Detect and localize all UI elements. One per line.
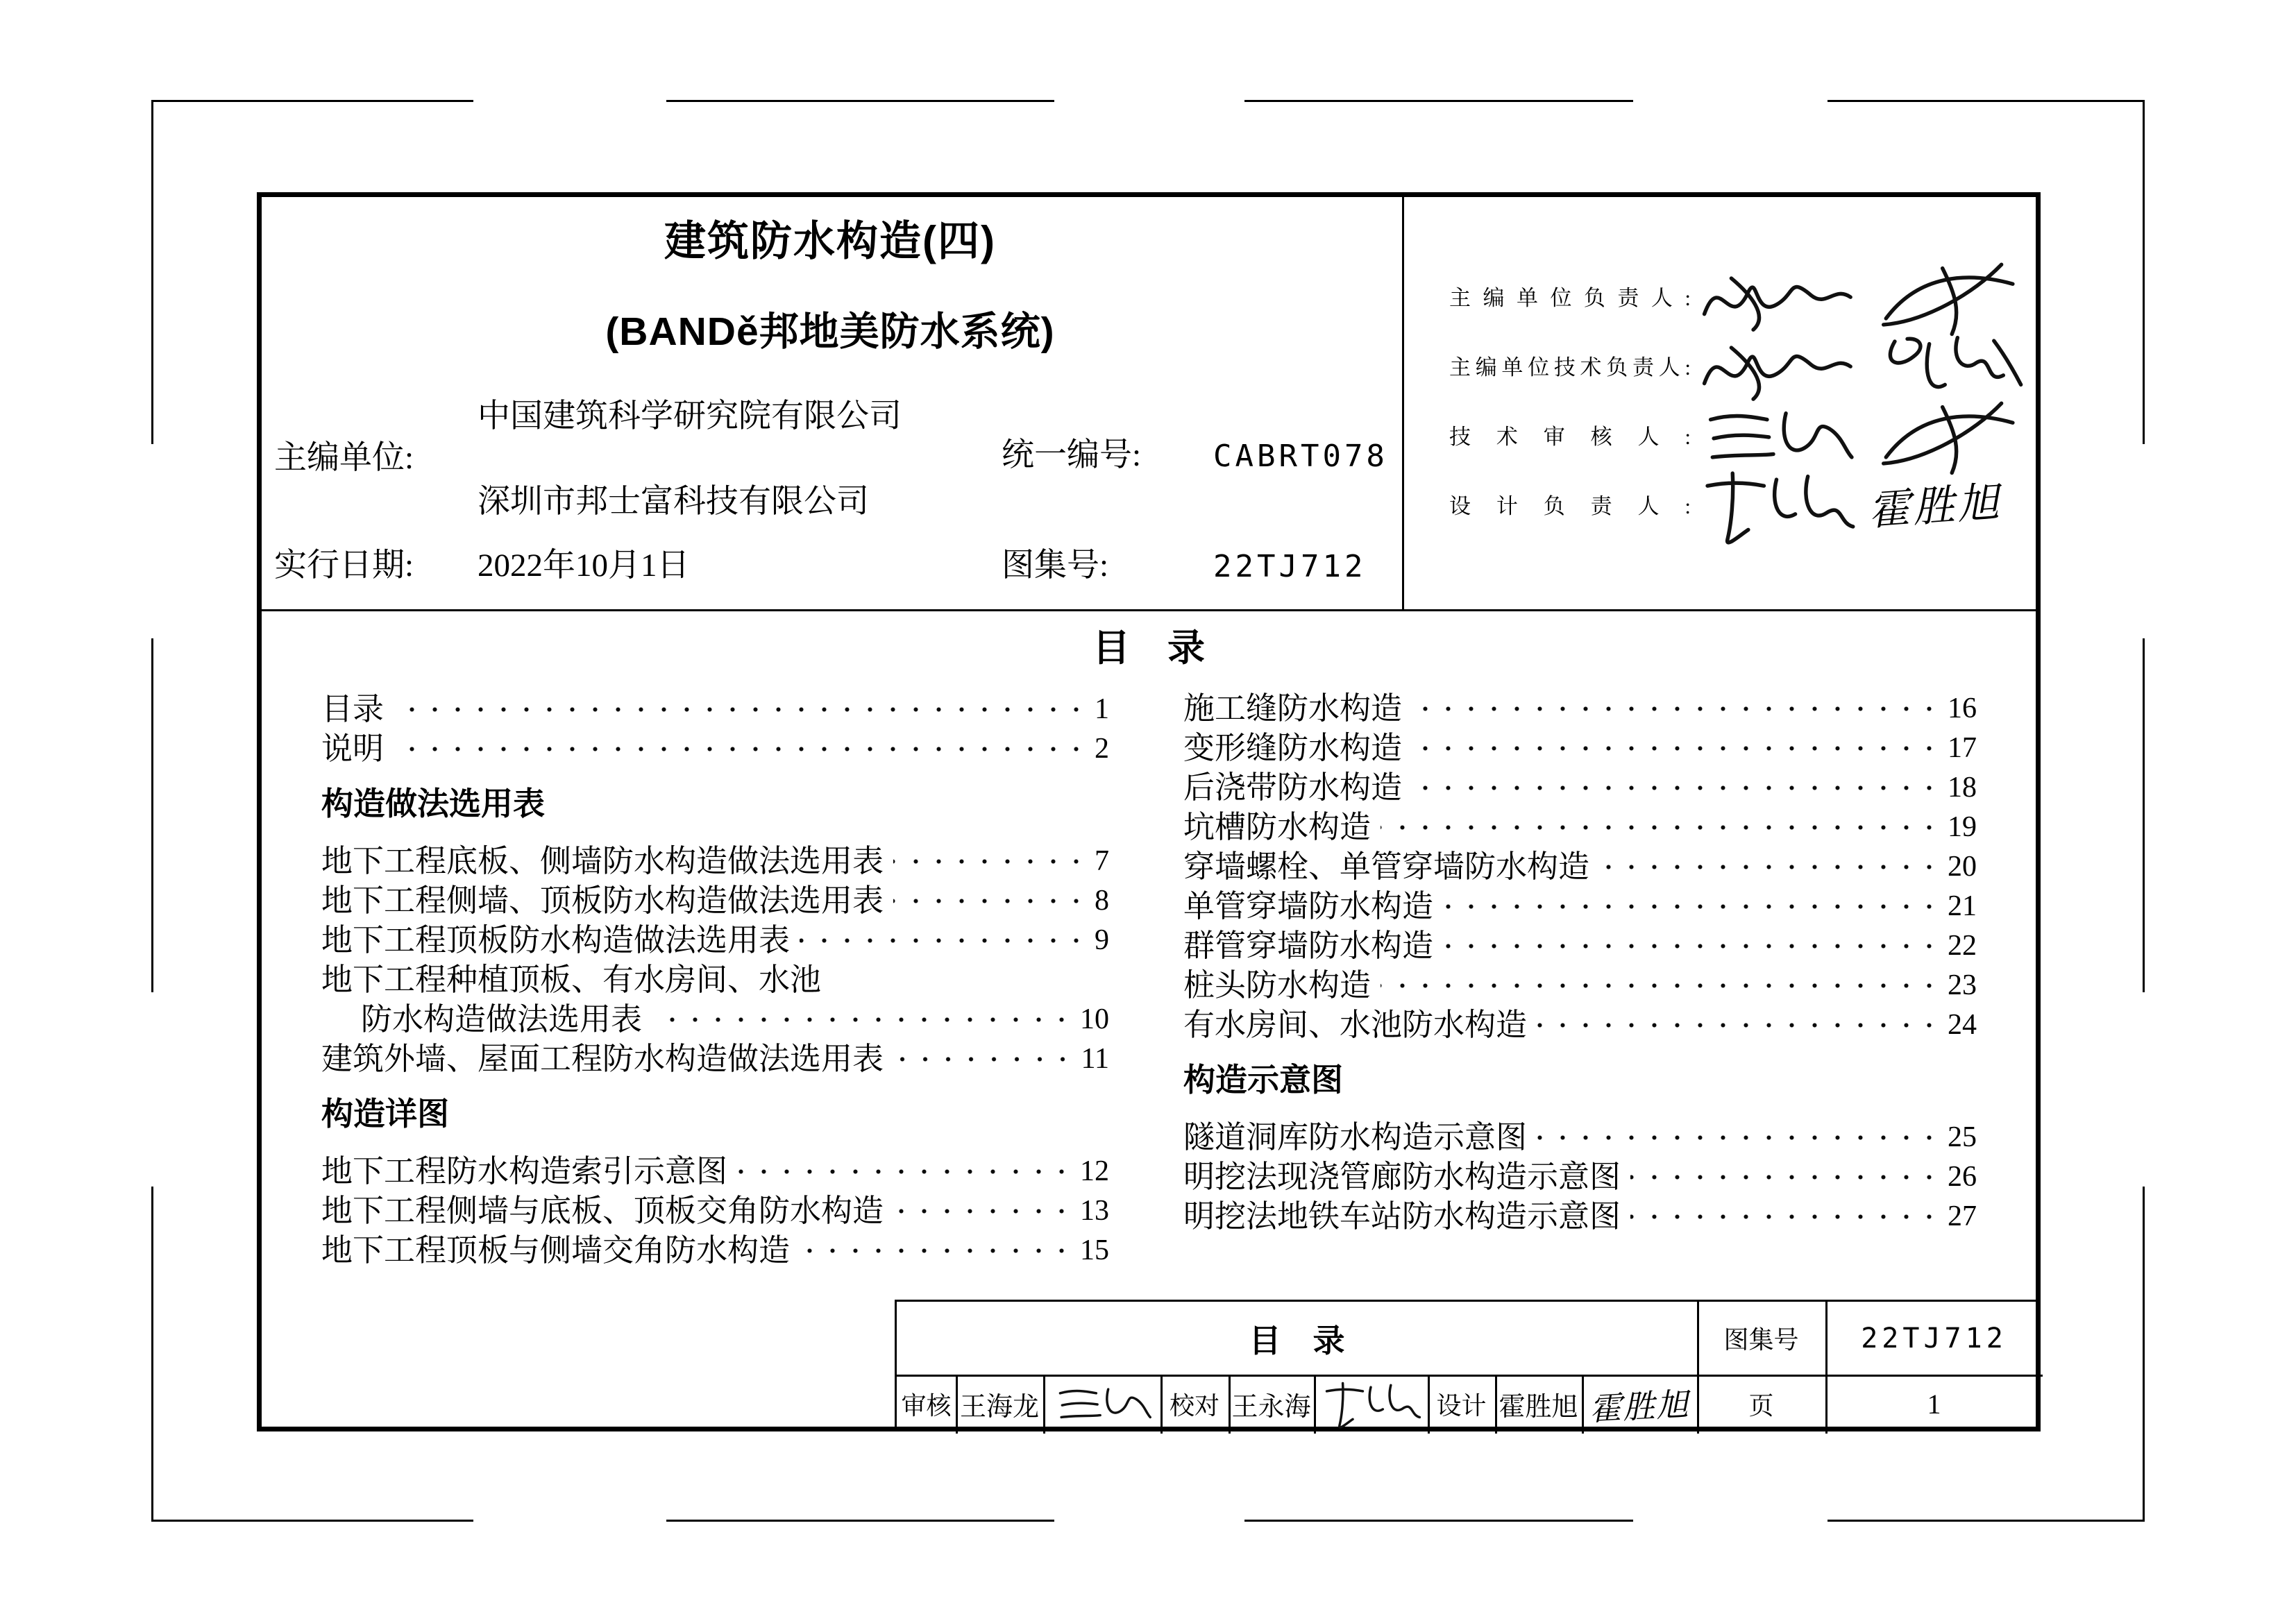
toc-entry-text: 构造做法选用表	[321, 785, 545, 822]
toc-page-number: 24	[1948, 1009, 1977, 1041]
toc-page-number: 15	[1080, 1234, 1109, 1266]
toc-entry	[321, 921, 1109, 960]
unified-number-label: 统一编号:	[1002, 437, 1142, 473]
signature-scribble-icon	[1868, 385, 2032, 489]
dot-leader	[1412, 768, 1941, 808]
toc-entry	[1183, 1157, 1977, 1197]
trim-mark	[151, 100, 153, 444]
toc-entry-text: 坑槽防水构造	[1183, 810, 1371, 844]
signature-row-label: 技术审核人:	[1449, 425, 1691, 449]
toc-entry-text: 变形缝防水构造	[1183, 731, 1403, 765]
trim-mark	[151, 1187, 153, 1522]
footer-page-label: 页	[1748, 1392, 1774, 1420]
toc-page-number: 22	[1948, 930, 1977, 962]
dot-leader	[394, 690, 1088, 729]
trim-mark	[666, 100, 1054, 102]
toc-entry	[321, 690, 1109, 729]
chief-editor-unit-2: 深圳市邦士富科技有限公司	[478, 484, 869, 520]
toc-entry-text: 地下工程顶板防水构造做法选用表	[321, 923, 791, 958]
toc-entry	[1183, 808, 1977, 847]
toc-entry	[1183, 1197, 1977, 1237]
dot-leader	[737, 1152, 1073, 1191]
toc-entry-text: 桩头防水构造	[1183, 968, 1371, 1003]
toc-section-heading	[1183, 1060, 1977, 1100]
toc-entry	[321, 1191, 1109, 1231]
signature-scribble-icon	[1695, 454, 1858, 559]
chief-editor-label: 主编单位:	[274, 440, 414, 476]
toc-page-number: 1	[1095, 693, 1109, 725]
toc-page-number: 11	[1081, 1043, 1109, 1075]
page-subtitle: (BANDě邦地美防水系统)	[605, 309, 1055, 354]
designer-signature: 霍胜旭	[1588, 1386, 1691, 1427]
footer-page-number: 1	[1927, 1388, 1941, 1420]
toc-entry-text: 建筑外墙、屋面工程防水构造做法选用表	[321, 1042, 884, 1076]
toc-entry-text: 构造示意图	[1183, 1062, 1343, 1098]
toc-entry	[321, 1000, 1109, 1039]
toc-entry	[1183, 689, 1977, 729]
toc-page-number: 16	[1948, 692, 1977, 724]
toc-page-number: 12	[1080, 1155, 1109, 1187]
toc-entry	[1183, 966, 1977, 1005]
toc-page-number: 18	[1948, 772, 1977, 804]
toc-entry	[321, 842, 1109, 881]
dot-leader	[1381, 966, 1941, 1005]
toc-entry	[321, 1039, 1109, 1079]
designer-label: 设计	[1436, 1392, 1487, 1420]
signature-handwritten-name: 霍胜旭	[1866, 479, 2004, 534]
toc-entry-text: 明挖法地铁车站防水构造示意图	[1183, 1199, 1621, 1234]
trim-mark	[1244, 1520, 1633, 1522]
toc-entry-text: 地下工程种植顶板、有水房间、水池	[321, 962, 822, 997]
dot-leader	[800, 921, 1088, 960]
signature-row-label: 主编单位负责人:	[1449, 286, 1691, 310]
proofreader-name: 王永海	[1231, 1393, 1311, 1422]
toc-page-number: 19	[1948, 811, 1977, 843]
toc-page-number: 10	[1080, 1003, 1109, 1035]
dot-leader	[1599, 847, 1941, 887]
toc-entry	[1183, 729, 1977, 768]
implement-date-value: 2022年10月1日	[478, 547, 690, 584]
toc-entry-text: 明挖法现浇管廊防水构造示意图	[1183, 1159, 1621, 1194]
dot-leader	[394, 729, 1088, 769]
toc-entry-text: 施工缝防水构造	[1183, 691, 1403, 726]
toc-entry	[1183, 1005, 1977, 1045]
toc-entry-text: 说明	[321, 731, 385, 766]
dot-leader	[893, 842, 1088, 881]
toc-entry-text: 后浇带防水构造	[1183, 770, 1403, 805]
toc-page-number: 26	[1948, 1161, 1977, 1193]
toc-entry-text: 地下工程防水构造索引示意图	[321, 1154, 728, 1189]
footer-atlas-number: 22TJ712	[1861, 1322, 2007, 1354]
page-title: 建筑防水构造(四)	[664, 218, 996, 264]
toc-entry-text: 地下工程侧墙与底板、顶板交角防水构造	[321, 1193, 884, 1228]
toc-entry-text: 目录	[321, 692, 385, 726]
trim-mark	[2143, 1187, 2145, 1522]
dot-leader	[800, 1231, 1073, 1271]
toc-page-number: 23	[1948, 969, 1977, 1001]
proofreader-signature	[1314, 1375, 1428, 1434]
toc-entry-text: 地下工程侧墙、顶板防水构造做法选用表	[321, 883, 884, 918]
toc-page-number: 21	[1948, 890, 1977, 922]
trim-mark	[1827, 1520, 2145, 1522]
toc-entry	[321, 1231, 1109, 1271]
toc-section-heading	[321, 784, 1109, 824]
trim-mark	[151, 638, 153, 992]
footer-table-title: 目 录	[1249, 1322, 1345, 1359]
toc-section-heading	[321, 1094, 1109, 1134]
toc-entry	[321, 881, 1109, 921]
dot-leader	[893, 1191, 1073, 1231]
trim-mark	[2143, 100, 2145, 444]
dot-leader	[1381, 808, 1941, 847]
chief-editor-unit-1: 中国建筑科学研究院有限公司	[478, 398, 902, 434]
signature-row-label: 设计负责人:	[1449, 494, 1691, 518]
toc-entry	[1183, 887, 1977, 926]
toc-page-number: 20	[1948, 851, 1977, 883]
toc-column-left	[321, 690, 1109, 1271]
reviewer-name: 王海龙	[959, 1393, 1039, 1422]
toc-entry	[321, 1152, 1109, 1191]
dot-leader	[1443, 926, 1941, 966]
toc-page-number: 2	[1095, 733, 1109, 765]
dot-leader	[652, 1000, 1073, 1039]
toc-page-number: 13	[1080, 1195, 1109, 1227]
dot-leader	[1412, 689, 1941, 729]
toc-entry	[1183, 926, 1977, 966]
proofreader-label: 校对	[1169, 1392, 1219, 1420]
signature-row-label: 主编单位技术负责人:	[1449, 355, 1691, 380]
dot-leader	[1412, 729, 1941, 768]
atlas-number-value: 22TJ712	[1213, 549, 1367, 584]
atlas-number-label: 图集号:	[1002, 547, 1109, 584]
dot-leader	[1537, 1005, 1941, 1045]
toc-entry-text: 地下工程底板、侧墙防水构造做法选用表	[321, 844, 884, 878]
trim-mark	[151, 1520, 473, 1522]
implement-date-label: 实行日期:	[274, 547, 414, 584]
toc-heading: 目 录	[1092, 627, 1205, 669]
toc-entry-text: 构造详图	[321, 1096, 449, 1132]
toc-entry	[321, 729, 1109, 769]
footer-title-table	[895, 1300, 2041, 1431]
dot-leader	[1443, 887, 1941, 926]
toc-entry	[1183, 847, 1977, 887]
trim-mark	[666, 1520, 1054, 1522]
toc-page-number: 17	[1948, 732, 1977, 764]
trim-mark	[2143, 638, 2145, 992]
toc-entry-text: 防水构造做法选用表	[361, 1002, 643, 1037]
toc-page-number: 27	[1948, 1200, 1977, 1232]
toc-entry-text: 单管穿墙防水构造	[1183, 889, 1434, 924]
toc-page-number: 9	[1095, 924, 1109, 956]
dot-leader	[893, 1039, 1074, 1079]
trim-mark	[1244, 100, 1633, 102]
toc-page-number: 8	[1095, 885, 1109, 917]
toc-entry-text: 穿墙螺栓、单管穿墙防水构造	[1183, 849, 1590, 884]
toc-entry	[1183, 768, 1977, 808]
trim-mark	[1827, 100, 2145, 102]
toc-column-right	[1183, 689, 1977, 1237]
toc-entry-text: 地下工程顶板与侧墙交角防水构造	[321, 1233, 791, 1268]
dot-leader	[1630, 1197, 1941, 1237]
toc-page-number: 25	[1948, 1121, 1977, 1153]
dot-leader	[893, 881, 1088, 921]
header-vertical-divider	[1402, 197, 1404, 611]
reviewer-label: 审核	[901, 1392, 952, 1420]
reviewer-signature	[1043, 1375, 1160, 1434]
toc-entry-text: 隧道洞库防水构造示意图	[1183, 1120, 1528, 1155]
toc-entry	[321, 960, 1109, 1000]
footer-atlas-label: 图集号	[1723, 1326, 1799, 1354]
toc-entry-text: 有水房间、水池防水构造	[1183, 1008, 1528, 1042]
toc-entry	[1183, 1118, 1977, 1157]
trim-mark	[151, 100, 473, 102]
header-horizontal-divider	[262, 609, 2036, 611]
dot-leader	[1537, 1118, 1941, 1157]
unified-number-value: CABRT078	[1213, 439, 1388, 474]
toc-page-number: 7	[1095, 845, 1109, 877]
designer-name: 霍胜旭	[1499, 1393, 1578, 1422]
dot-leader	[1630, 1157, 1941, 1197]
toc-entry-text: 群管穿墙防水构造	[1183, 928, 1434, 963]
